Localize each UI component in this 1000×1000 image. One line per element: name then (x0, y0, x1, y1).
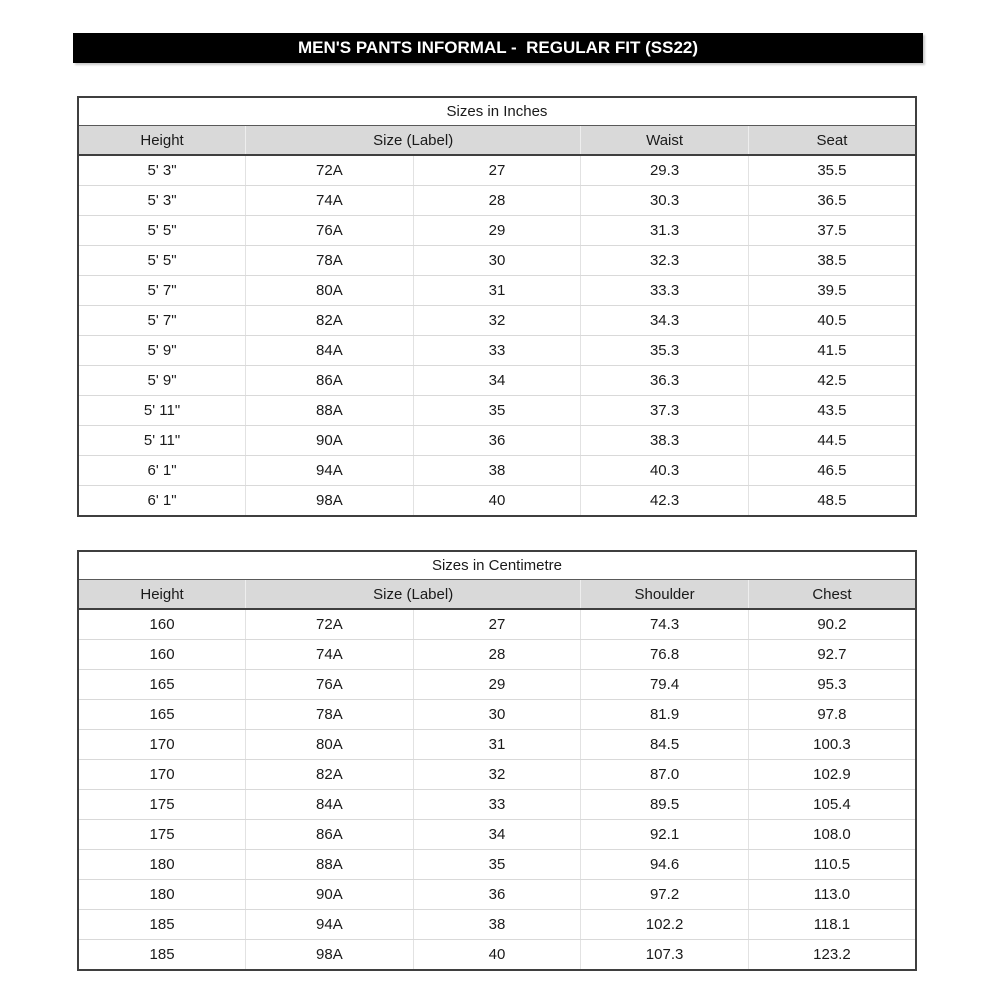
table-cell: 5' 7" (78, 276, 246, 306)
table-cell: 29 (413, 670, 581, 700)
table-caption-row (78, 551, 916, 580)
table-cell: 29 (413, 216, 581, 246)
table-cell: 33.3 (581, 276, 749, 306)
table-cell: 38 (413, 456, 581, 486)
table-cell: 86A (246, 366, 414, 396)
table-row (78, 730, 916, 760)
table-cell: 41.5 (748, 336, 916, 366)
table-cell: 5' 7" (78, 306, 246, 336)
table-cell: 42.5 (748, 366, 916, 396)
table-caption: Sizes in Centimetre (78, 551, 916, 580)
table-cell: 170 (78, 760, 246, 790)
table-row (78, 246, 916, 276)
table-cell: 32 (413, 760, 581, 790)
column-header-seat: Seat (748, 126, 916, 156)
table-cell: 46.5 (748, 456, 916, 486)
table-cell: 90A (246, 880, 414, 910)
table-cell: 30.3 (581, 186, 749, 216)
table-body (78, 609, 916, 970)
table-cell: 35 (413, 850, 581, 880)
table-cell: 102.2 (581, 910, 749, 940)
table-cell: 94A (246, 910, 414, 940)
table-cell: 72A (246, 155, 414, 186)
table-caption: Sizes in Inches (78, 97, 916, 126)
table-cell: 76A (246, 216, 414, 246)
table-row (78, 396, 916, 426)
column-header-shoulder: Shoulder (581, 580, 749, 610)
table-cell: 35.5 (748, 155, 916, 186)
table-cell: 118.1 (748, 910, 916, 940)
table-cell: 82A (246, 760, 414, 790)
table-cell: 35 (413, 396, 581, 426)
table-cell: 123.2 (748, 940, 916, 971)
table-row (78, 336, 916, 366)
table-cell: 27 (413, 155, 581, 186)
table-cell: 29.3 (581, 155, 749, 186)
table-row (78, 820, 916, 850)
table-cell: 175 (78, 820, 246, 850)
table-cell: 38.3 (581, 426, 749, 456)
table-caption-row (78, 97, 916, 126)
table-cell: 37.3 (581, 396, 749, 426)
column-header-height: Height (78, 126, 246, 156)
table-cell: 43.5 (748, 396, 916, 426)
table-cell: 90A (246, 426, 414, 456)
table-cell: 92.7 (748, 640, 916, 670)
table-row (78, 306, 916, 336)
table-cell: 32.3 (581, 246, 749, 276)
table-body (78, 155, 916, 516)
column-header-size-label: Size (Label) (246, 580, 581, 610)
table-cell: 35.3 (581, 336, 749, 366)
table-cell: 110.5 (748, 850, 916, 880)
table-cell: 37.5 (748, 216, 916, 246)
table-cell: 113.0 (748, 880, 916, 910)
table-cell: 31.3 (581, 216, 749, 246)
table-cell: 72A (246, 609, 414, 640)
table-row (78, 910, 916, 940)
table-row (78, 366, 916, 396)
table-cell: 105.4 (748, 790, 916, 820)
table-cell: 79.4 (581, 670, 749, 700)
table-cell: 95.3 (748, 670, 916, 700)
table-cell: 160 (78, 609, 246, 640)
table-cell: 97.8 (748, 700, 916, 730)
table-row (78, 276, 916, 306)
table-cell: 76A (246, 670, 414, 700)
table-cell: 5' 9" (78, 336, 246, 366)
table-cell: 165 (78, 670, 246, 700)
table-cell: 38.5 (748, 246, 916, 276)
column-header-waist: Waist (581, 126, 749, 156)
table-cell: 6' 1" (78, 456, 246, 486)
table-cell: 90.2 (748, 609, 916, 640)
table-cell: 94A (246, 456, 414, 486)
table-cell: 39.5 (748, 276, 916, 306)
table-cell: 84A (246, 790, 414, 820)
table-cell: 74A (246, 186, 414, 216)
table-cell: 27 (413, 609, 581, 640)
table-cell: 30 (413, 700, 581, 730)
table-cell: 5' 9" (78, 366, 246, 396)
table-cell: 36 (413, 880, 581, 910)
table-cell: 48.5 (748, 486, 916, 517)
table-cell: 40 (413, 940, 581, 971)
column-header-chest: Chest (748, 580, 916, 610)
table-header-row (78, 126, 916, 156)
page-title: MEN'S PANTS INFORMAL - REGULAR FIT (SS22) (73, 33, 923, 63)
table-cell: 34.3 (581, 306, 749, 336)
table-cell: 84.5 (581, 730, 749, 760)
table-cell: 94.6 (581, 850, 749, 880)
table-cell: 5' 11" (78, 426, 246, 456)
table-row (78, 640, 916, 670)
table-row (78, 670, 916, 700)
table-cell: 36.5 (748, 186, 916, 216)
table-row (78, 760, 916, 790)
table-cell: 33 (413, 336, 581, 366)
table-cell: 32 (413, 306, 581, 336)
table-cell: 40.5 (748, 306, 916, 336)
table-cell: 98A (246, 940, 414, 971)
table-cell: 78A (246, 246, 414, 276)
table-cell: 88A (246, 396, 414, 426)
table-row (78, 456, 916, 486)
table-cell: 40 (413, 486, 581, 517)
table-cell: 33 (413, 790, 581, 820)
table-cell: 100.3 (748, 730, 916, 760)
table-row (78, 700, 916, 730)
table-cell: 40.3 (581, 456, 749, 486)
table-cell: 87.0 (581, 760, 749, 790)
table-cell: 84A (246, 336, 414, 366)
table-cell: 98A (246, 486, 414, 517)
table-row (78, 609, 916, 640)
table-row (78, 155, 916, 186)
table-cell: 5' 3" (78, 186, 246, 216)
table-row (78, 186, 916, 216)
table-row (78, 790, 916, 820)
table-cell: 86A (246, 820, 414, 850)
table-cell: 80A (246, 276, 414, 306)
table-cell: 5' 11" (78, 396, 246, 426)
table-cell: 34 (413, 820, 581, 850)
table-cell: 6' 1" (78, 486, 246, 517)
table-cell: 180 (78, 880, 246, 910)
table-cell: 74A (246, 640, 414, 670)
sizes-in-centimetre-table (77, 550, 917, 971)
table-cell: 165 (78, 700, 246, 730)
table-cell: 88A (246, 850, 414, 880)
table-cell: 175 (78, 790, 246, 820)
table-cell: 42.3 (581, 486, 749, 517)
table-cell: 180 (78, 850, 246, 880)
table-cell: 31 (413, 276, 581, 306)
sizes-in-inches-table (77, 96, 917, 517)
table-cell: 185 (78, 940, 246, 971)
table-row (78, 940, 916, 971)
table-cell: 185 (78, 910, 246, 940)
table-cell: 92.1 (581, 820, 749, 850)
table-cell: 5' 3" (78, 155, 246, 186)
table-cell: 82A (246, 306, 414, 336)
table-header-row (78, 580, 916, 610)
table-cell: 102.9 (748, 760, 916, 790)
table-row (78, 486, 916, 517)
table-cell: 170 (78, 730, 246, 760)
table-row (78, 426, 916, 456)
table-cell: 36 (413, 426, 581, 456)
table-cell: 31 (413, 730, 581, 760)
table-row (78, 216, 916, 246)
table-row (78, 850, 916, 880)
table-cell: 30 (413, 246, 581, 276)
table-cell: 76.8 (581, 640, 749, 670)
table-cell: 108.0 (748, 820, 916, 850)
table-cell: 160 (78, 640, 246, 670)
table-cell: 36.3 (581, 366, 749, 396)
table-cell: 78A (246, 700, 414, 730)
table-cell: 97.2 (581, 880, 749, 910)
table-row (78, 880, 916, 910)
table-cell: 74.3 (581, 609, 749, 640)
table-cell: 28 (413, 640, 581, 670)
table-cell: 44.5 (748, 426, 916, 456)
table-cell: 5' 5" (78, 246, 246, 276)
table-cell: 34 (413, 366, 581, 396)
table-cell: 80A (246, 730, 414, 760)
table-cell: 38 (413, 910, 581, 940)
table-cell: 107.3 (581, 940, 749, 971)
table-cell: 89.5 (581, 790, 749, 820)
table-cell: 5' 5" (78, 216, 246, 246)
column-header-height: Height (78, 580, 246, 610)
table-cell: 81.9 (581, 700, 749, 730)
table-cell: 28 (413, 186, 581, 216)
column-header-size-label: Size (Label) (246, 126, 581, 156)
